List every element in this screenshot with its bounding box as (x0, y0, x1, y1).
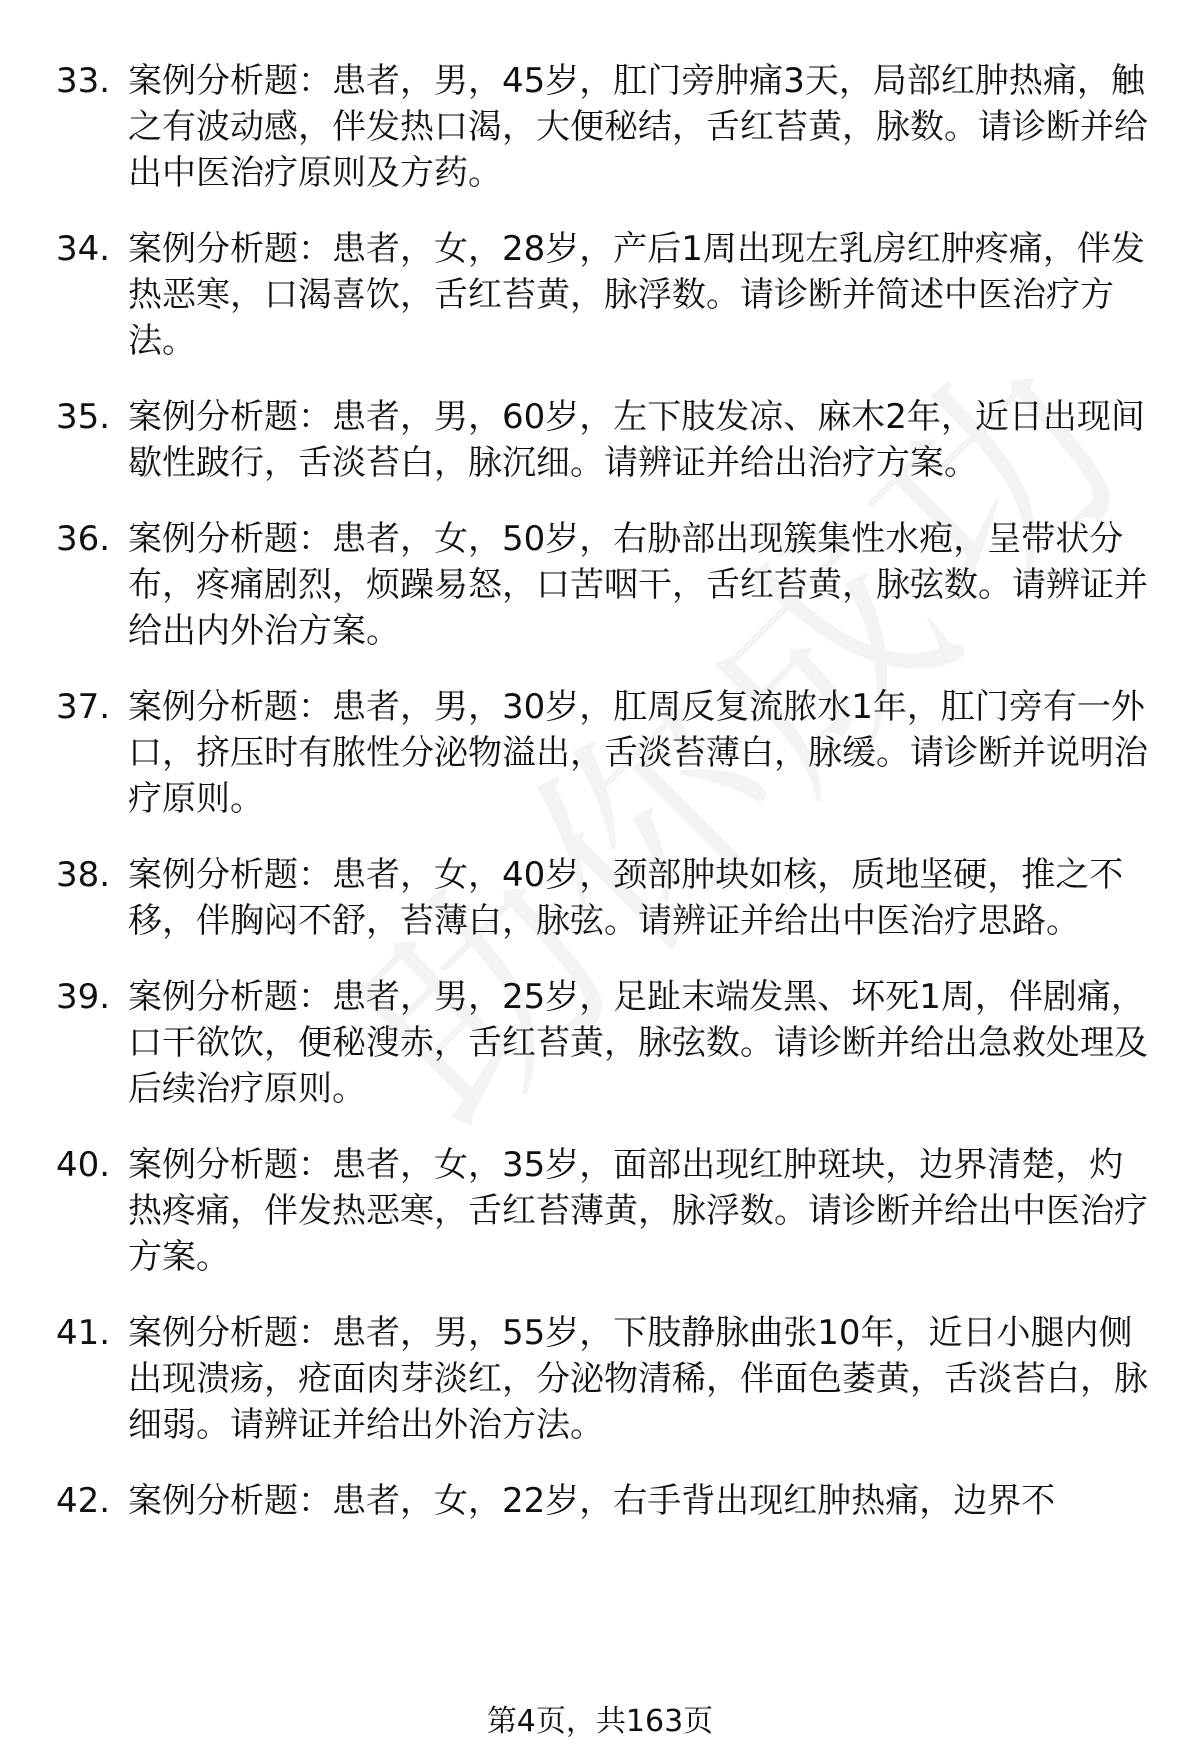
question-text: 案例分析题：患者，女，35岁，面部出现红肿斑块，边界清楚，灼热疼痛，伴发热恶寒，舌红苔薄黄，脉浮数。请诊断并给出中医治疗方案。 (128, 1145, 1148, 1277)
question-item (56, 1478, 1156, 1524)
question-number: 37. (56, 687, 111, 727)
question-number: 36. (56, 519, 111, 559)
question-number: 33. (56, 61, 111, 101)
question-text: 案例分析题：患者，女，50岁，右胁部出现簇集性水疱，呈带状分布，疼痛剧烈，烦躁易怒，口苦咽干，舌红苔黄，脉弦数。请辨证并给出内外治方案。 (128, 519, 1148, 651)
question-text: 案例分析题：患者，男，30岁，肛周反复流脓水1年，肛门旁有一外口，挤压时有脓性分泌物溢出，舌淡苔薄白，脉缓。请诊断并说明治疗原则。 (128, 687, 1148, 819)
question-text: 案例分析题：患者，男，25岁，足趾末端发黑、坏死1周，伴剧痛，口干欲饮，便秘溲赤，舌红苔黄，脉弦数。请诊断并给出急救处理及后续治疗原则。 (128, 977, 1148, 1109)
page-footer (0, 1702, 1200, 1742)
question-number: 39. (56, 977, 111, 1017)
question-list (56, 58, 1156, 1554)
question-number: 42. (56, 1481, 111, 1521)
question-text: 案例分析题：患者，女，22岁，右手背出现红肿热痛，边界不 (128, 1481, 1056, 1521)
question-text: 案例分析题：患者，男，60岁，左下肢发凉、麻木2年，近日出现间歇性跛行，舌淡苔白，脉沉细。请辨证并给出治疗方案。 (128, 397, 1145, 483)
question-item (56, 684, 1156, 822)
question-number: 38. (56, 855, 111, 895)
question-text: 案例分析题：患者，男，55岁，下肢静脉曲张10年，近日小腿内侧出现溃疡，疮面肉芽淡红，分泌物清稀，伴面色萎黄，舌淡苔白，脉细弱。请辨证并给出外治方法。 (128, 1313, 1148, 1445)
question-item (56, 516, 1156, 654)
question-number: 41. (56, 1313, 111, 1353)
question-item (56, 394, 1156, 486)
question-number: 35. (56, 397, 111, 437)
page-number-label: 第4页，共163页 (486, 1704, 714, 1739)
question-number: 40. (56, 1145, 111, 1185)
question-item (56, 1310, 1156, 1448)
question-text: 案例分析题：患者，女，28岁，产后1周出现左乳房红肿疼痛，伴发热恶寒，口渴喜饮，舌红苔黄，脉浮数。请诊断并简述中医治疗方法。 (128, 229, 1145, 361)
question-item (56, 1142, 1156, 1280)
question-number: 34. (56, 229, 111, 269)
question-text: 案例分析题：患者，女，40岁，颈部肿块如核，质地坚硬，推之不移，伴胸闷不舒，苔薄白，脉弦。请辨证并给出中医治疗思路。 (128, 855, 1124, 941)
question-item (56, 974, 1156, 1112)
question-item (56, 58, 1156, 196)
question-item (56, 226, 1156, 364)
question-text: 案例分析题：患者，男，45岁，肛门旁肿痛3天，局部红肿热痛，触之有波动感，伴发热口渴，大便秘结，舌红苔黄，脉数。请诊断并给出中医治疗原则及方药。 (128, 61, 1148, 193)
question-item (56, 852, 1156, 944)
